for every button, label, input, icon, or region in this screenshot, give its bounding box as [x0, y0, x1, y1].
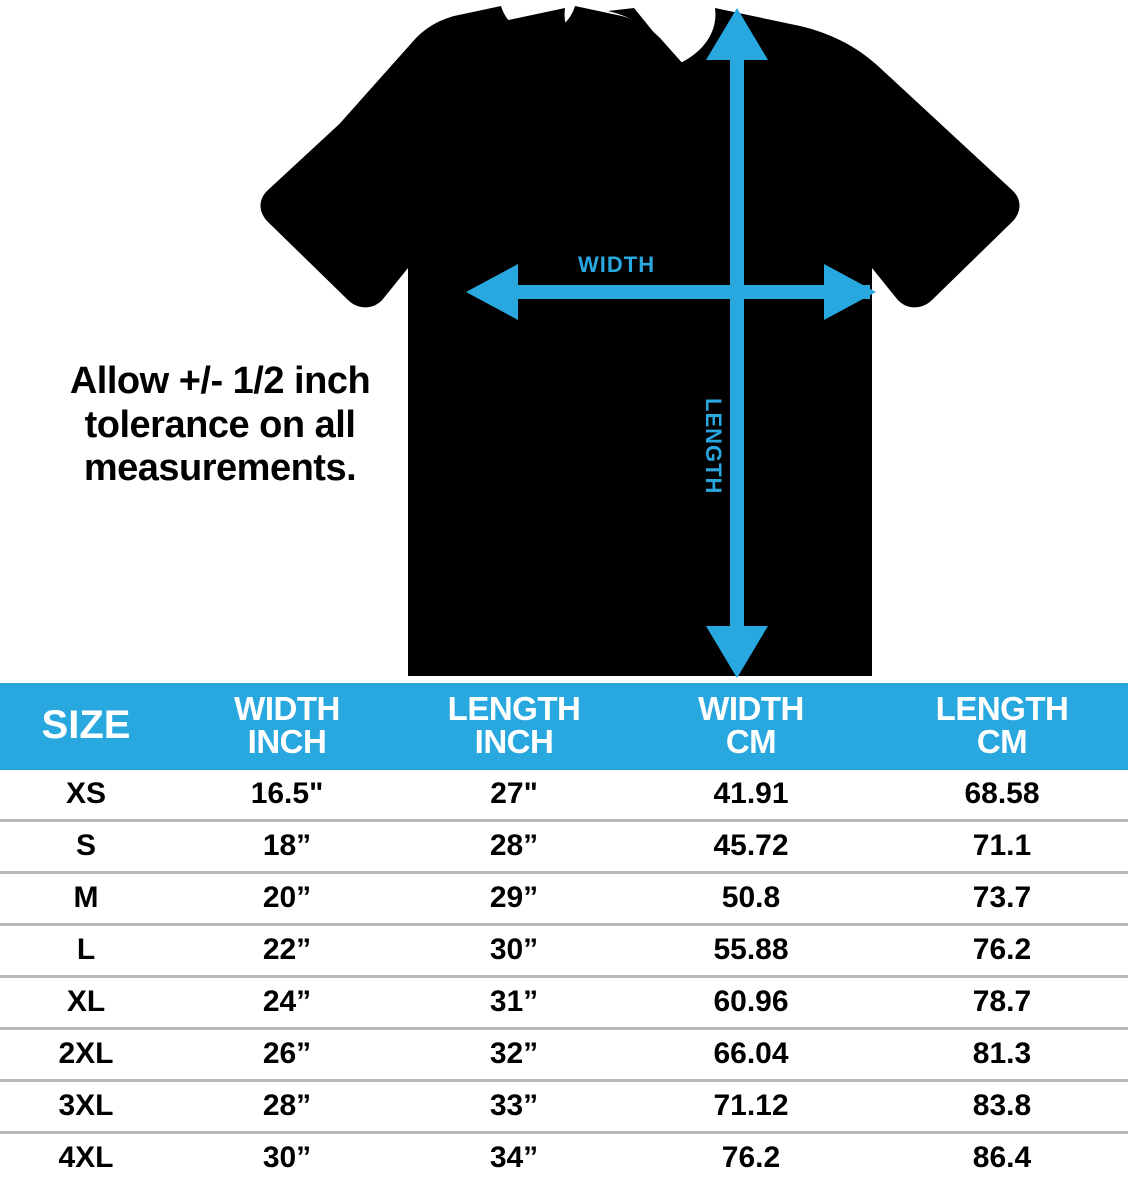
cell-size: 3XL	[0, 1081, 172, 1133]
table-row	[0, 873, 1128, 925]
table-row	[0, 977, 1128, 1029]
cell-size: 4XL	[58, 1141, 114, 1174]
column-header-width-inch-title: WIDTH	[234, 690, 340, 727]
table-row	[0, 925, 1128, 977]
table-header-row	[0, 683, 1128, 770]
cell-width-inch: 16.5"	[172, 770, 402, 821]
cell-width-cm: 66.04	[626, 1029, 876, 1081]
cell-length-inch: 32”	[402, 1029, 626, 1081]
table-row	[0, 1081, 1128, 1133]
column-header-width-inch-unit: INCH	[247, 723, 327, 760]
cell-width-inch: 24”	[172, 977, 402, 1029]
table-row	[0, 1029, 1128, 1081]
cell-width-inch: 26”	[172, 1029, 402, 1081]
cell-length-cm: 76.2	[876, 925, 1128, 977]
cell-width-cm: 76.2	[721, 1141, 781, 1174]
cell-width-cm: 55.88	[626, 925, 876, 977]
cell-width-inch: 30”	[262, 1141, 312, 1174]
cell-length-inch: 29”	[402, 873, 626, 925]
cell-size: XS	[0, 770, 172, 821]
size-chart-table	[0, 683, 1128, 1183]
column-header-length-cm-unit: CM	[976, 723, 1028, 760]
cell-width-cm: 71.12	[626, 1081, 876, 1133]
table-row	[0, 770, 1128, 821]
column-header-length-inch-unit: INCH	[474, 723, 554, 760]
width-arrow-label: WIDTH	[578, 252, 656, 277]
cell-length-inch: 27"	[402, 770, 626, 821]
column-header-size-title: SIZE	[41, 703, 131, 747]
cell-width-inch: 28”	[172, 1081, 402, 1133]
table-body	[0, 770, 1128, 1183]
cell-length-cm: 86.4	[972, 1141, 1032, 1174]
cell-width-cm: 50.8	[626, 873, 876, 925]
column-header-width-cm	[626, 683, 876, 770]
cell-length-inch: 31”	[402, 977, 626, 1029]
cell-size: 2XL	[0, 1029, 172, 1081]
cell-length-cm: 68.58	[876, 770, 1128, 821]
cell-length-cm: 81.3	[876, 1029, 1128, 1081]
cell-length-inch: 28”	[402, 821, 626, 873]
cell-size: L	[0, 925, 172, 977]
column-header-length-inch	[402, 683, 626, 770]
cell-size: S	[0, 821, 172, 873]
cell-length-inch: 30”	[402, 925, 626, 977]
cell-width-cm: 41.91	[626, 770, 876, 821]
cell-width-cm: 45.72	[626, 821, 876, 873]
table-row	[0, 1133, 1128, 1184]
table-header	[0, 683, 1128, 770]
column-header-length-cm-title: LENGTH	[935, 690, 1069, 727]
table-row	[0, 821, 1128, 873]
cell-width-inch: 22”	[172, 925, 402, 977]
cell-length-inch: 34”	[489, 1141, 539, 1174]
length-arrow-label: LENGTH	[701, 398, 726, 495]
cell-size: M	[0, 873, 172, 925]
cell-size: XL	[0, 977, 172, 1029]
cell-length-cm: 78.7	[876, 977, 1128, 1029]
cell-width-inch: 18”	[172, 821, 402, 873]
cell-length-cm: 83.8	[876, 1081, 1128, 1133]
cell-length-inch: 33”	[402, 1081, 626, 1133]
column-header-size	[0, 683, 172, 770]
cell-width-cm: 60.96	[626, 977, 876, 1029]
cell-length-cm: 71.1	[876, 821, 1128, 873]
cell-width-inch: 20”	[172, 873, 402, 925]
column-header-length-cm	[876, 683, 1128, 770]
column-header-length-inch-title: LENGTH	[447, 690, 581, 727]
column-header-width-cm-unit: CM	[725, 723, 777, 760]
column-header-width-inch	[172, 683, 402, 770]
tolerance-note: Allow +/- 1/2 inch tolerance on all measurements.	[69, 360, 371, 490]
cell-length-cm: 73.7	[876, 873, 1128, 925]
column-header-width-cm-title: WIDTH	[698, 690, 804, 727]
